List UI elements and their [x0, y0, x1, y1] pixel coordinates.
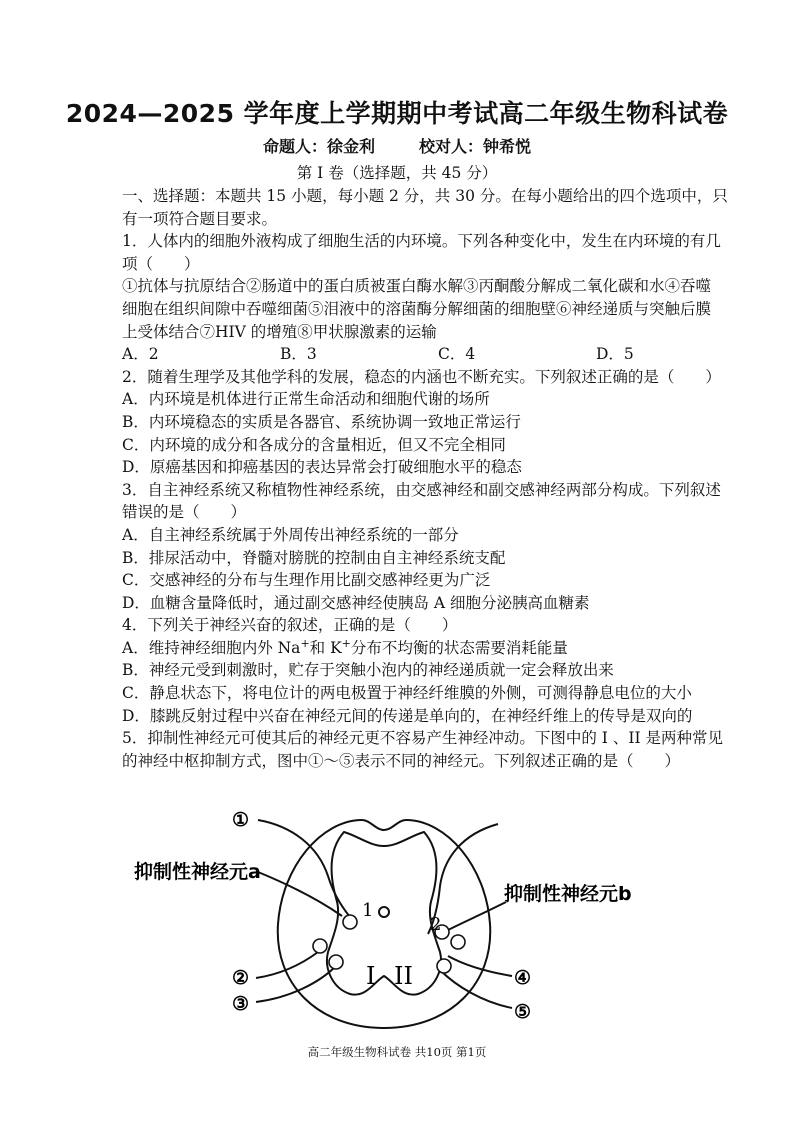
- inhibition-type-1: I: [366, 962, 376, 990]
- gray-matter-outline: [327, 832, 441, 995]
- q4-stem: 4．下列关于神经兴奋的叙述，正确的是（ ）: [122, 616, 458, 635]
- q1-option-d: D．5: [596, 345, 634, 364]
- fiber-3: [256, 966, 336, 1002]
- exam-title: 2024—2025 学年度上学期期中考试高二年级生物科试卷: [65, 99, 729, 128]
- label-neuron-4: ④: [514, 967, 532, 989]
- q1-option-b: B．3: [280, 345, 317, 364]
- neuron-2: [313, 939, 327, 953]
- fiber-5: [440, 970, 512, 1008]
- q1-stem: 项（ ）: [122, 254, 200, 273]
- q2-option-a: A．内环境是机体进行正常生命活动和细胞代谢的场所: [122, 390, 490, 409]
- region-2: 2: [430, 914, 442, 935]
- neuron-3: [329, 955, 343, 969]
- central-canal: [379, 907, 389, 917]
- q3-option-c: C．交感神经的分布与生理作用比副交感神经更为广泛: [122, 571, 491, 590]
- intro-line: 有一项符合题目要求。: [122, 209, 278, 228]
- q3-stem: 3．自主神经系统又称植物性神经系统，由交感神经和副交感神经两部分构成。下列叙述: [122, 480, 721, 499]
- q3-option-d: D．血糖含量降低时，通过副交感神经使胰岛 A 细胞分泌胰高血糖素: [122, 593, 590, 612]
- section-heading: 第 I 卷（选择题，共 45 分）: [296, 164, 498, 182]
- neuron-4: [451, 935, 465, 949]
- q1-items: ①抗体与抗原结合②肠道中的蛋白质被蛋白酶水解③丙酮酸分解成二氧化碳和水④吞噬: [122, 277, 712, 296]
- q4-a-text: 和 K: [309, 638, 342, 657]
- q1-items: 细胞在组织间隙中吞噬细菌⑤泪液中的溶菌酶分解细菌的细胞壁⑥神经递质与突触后膜: [122, 299, 712, 318]
- author-label: 命题人：徐金利: [262, 137, 375, 156]
- checker-label: 校对人：钟希悦: [419, 137, 532, 156]
- fiber-4-out: [448, 956, 512, 976]
- q1-items: 上受体结合⑦HIV 的增殖⑧甲状腺激素的运输: [122, 322, 437, 341]
- spinal-cord-figure: [122, 806, 682, 1036]
- q1-option-a: A．2: [122, 345, 159, 364]
- q3-stem: 错误的是（ ）: [122, 503, 247, 522]
- q4-a-superscript: +: [341, 636, 351, 650]
- q2-option-d: D．原癌基因和抑癌基因的表达异常会打破细胞水平的稳态: [122, 458, 522, 477]
- inhibition-type-2: II: [394, 962, 413, 990]
- q4-option-a: [122, 637, 754, 660]
- q5-stem: 的神经中枢抑制方式，图中①～⑤表示不同的神经元。下列叙述正确的是（ ）: [122, 751, 681, 770]
- q2-option-c: C．内环境的成分和各成分的含量相近，但又不完全相同: [122, 435, 506, 454]
- q5-stem: 5．抑制性神经元可使其后的神经元更不容易产生神经冲动。下图中的 I 、II 是两种常见: [122, 729, 724, 748]
- neuron-a: [343, 915, 357, 929]
- page-footer: 高二年级生物科试卷 共10页 第1页: [307, 1045, 487, 1059]
- label-neuron-1: ①: [232, 809, 250, 831]
- q3-option-b: B．排尿活动中，脊髓对膀胱的控制由自主神经系统支配: [122, 548, 506, 567]
- q3-option-a: A．自主神经系统属于外周传出神经系统的一部分: [122, 525, 459, 544]
- q2-option-b: B．内环境稳态的实质是各器官、系统协调一致地正常运行: [122, 412, 521, 431]
- authors-line: [0, 134, 794, 157]
- label-neuron-3: ③: [232, 993, 250, 1015]
- q4-option-c: C．静息状态下，将电位计的两电极置于神经纤维膜的外侧，可测得静息电位的大小: [122, 684, 692, 703]
- q1-option-c: C．4: [438, 345, 476, 364]
- region-1: 1: [362, 900, 374, 921]
- q4-option-b: B．神经元受到刺激时，贮存于突触小泡内的神经递质就一定会释放出来: [122, 661, 614, 680]
- pointer-b: [448, 902, 506, 930]
- q1-stem: 1．人体内的细胞外液构成了细胞生活的内环境。下列各种变化中，发生在内环境的有几: [122, 232, 721, 251]
- label-neuron-5: ⑤: [514, 1001, 532, 1023]
- q2-stem: 2．随着生理学及其他学科的发展，稳态的内涵也不断充实。下列叙述正确的是（ ）: [122, 367, 721, 386]
- label-inhibitory-b: 抑制性神经元b: [504, 883, 632, 905]
- label-inhibitory-a: 抑制性神经元a: [134, 861, 261, 883]
- q4-a-text: 分布不均衡的状态需要消耗能量: [350, 638, 568, 657]
- questions: [122, 185, 754, 772]
- neuron-5: [437, 959, 451, 973]
- q4-a-superscript: +: [300, 636, 310, 650]
- q4-option-d: D．膝跳反射过程中兴奋在神经元间的传递是单向的，在神经纤维上的传导是双向的: [122, 706, 693, 725]
- intro-line: 一、选择题：本题共 15 小题，每小题 2 分，共 30 分。在每小题给出的四个选项中，只: [122, 187, 728, 205]
- fiber-1: [258, 820, 354, 922]
- q4-a-text: A．维持神经细胞内外 Na: [122, 638, 301, 657]
- label-neuron-2: ②: [232, 967, 250, 989]
- q1-options: [122, 343, 754, 366]
